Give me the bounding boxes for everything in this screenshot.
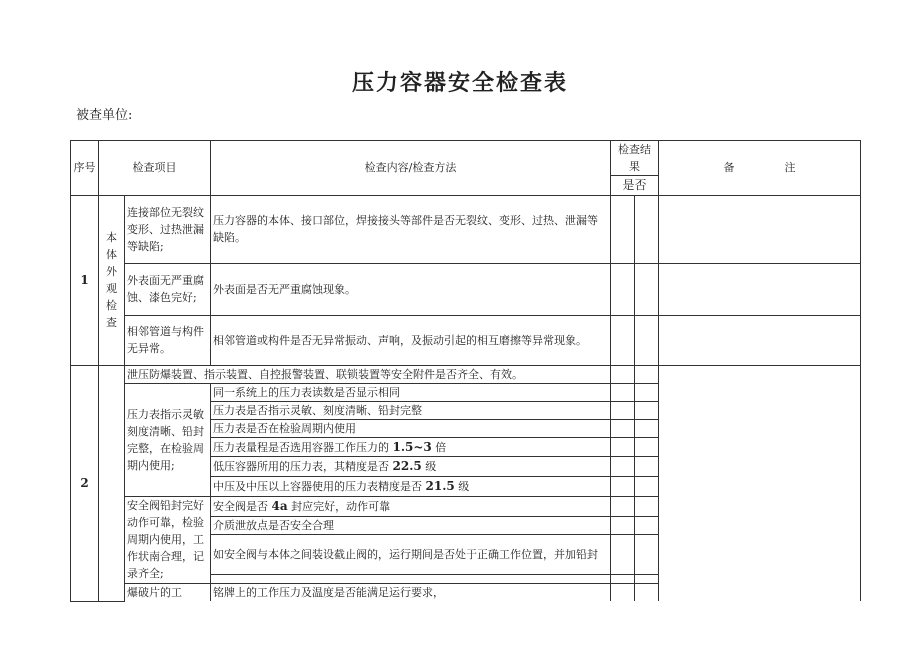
header-note-b: 注 bbox=[784, 161, 796, 175]
result-no-cell[interactable] bbox=[635, 496, 659, 516]
result-yes-cell[interactable] bbox=[611, 477, 635, 497]
header-note-a: 备 bbox=[723, 161, 735, 175]
result-no-cell[interactable] bbox=[635, 583, 659, 601]
inspected-unit-label: 被查单位: bbox=[76, 108, 133, 123]
result-no-cell[interactable] bbox=[635, 263, 659, 315]
disc-item: 爆破片的工 bbox=[125, 583, 211, 601]
gauge-range-row bbox=[211, 437, 611, 457]
result-no-cell[interactable] bbox=[635, 477, 659, 497]
section2-intro: 泄压防爆装置、指示装置、自控报警装置、联锁装置等安全附件是否齐全、有效。 bbox=[125, 365, 611, 383]
section1-content-2: 外表面是否无严重腐蚀现象。 bbox=[211, 263, 611, 315]
section1-no: 1 bbox=[71, 195, 99, 365]
header-row bbox=[71, 141, 861, 176]
result-yes-cell[interactable] bbox=[611, 583, 635, 601]
gauge-mid-unit: 级 bbox=[458, 480, 470, 494]
result-yes-cell[interactable] bbox=[611, 263, 635, 315]
disc-content: 铭牌上的工作压力及温度是否能满足运行要求， bbox=[211, 583, 611, 601]
page-title: 压力容器安全检查表 bbox=[351, 70, 568, 96]
header-yes-no: 是否 bbox=[611, 176, 659, 196]
note-cell[interactable] bbox=[659, 263, 861, 315]
section2-no: 2 bbox=[71, 365, 99, 601]
header-item: 检查项目 bbox=[99, 141, 211, 196]
result-no-cell[interactable] bbox=[635, 457, 659, 477]
result-yes-cell[interactable] bbox=[611, 401, 635, 419]
valve-value: 4a bbox=[271, 498, 288, 513]
note-cell[interactable] bbox=[659, 195, 861, 263]
gauge-low-value: 22.5 bbox=[392, 459, 422, 474]
result-yes-cell[interactable] bbox=[611, 437, 635, 457]
result-yes-cell[interactable] bbox=[611, 419, 635, 437]
gauge-mid-value: 21.5 bbox=[425, 479, 455, 494]
result-yes-cell[interactable] bbox=[611, 534, 635, 574]
result-no-cell[interactable] bbox=[635, 419, 659, 437]
gauge-range-text: 压力表量程是否选用容器工作压力的 bbox=[213, 440, 389, 454]
table-row bbox=[71, 365, 861, 383]
result-no-cell[interactable] bbox=[635, 437, 659, 457]
header-result: 检查结果 bbox=[611, 141, 659, 176]
section1-content-1: 压力容器的本体、接口部位，焊接接头等部件是否无裂纹、变形、过热、泄漏等缺陷。 bbox=[211, 195, 611, 263]
result-no-cell[interactable] bbox=[635, 195, 659, 263]
valve-text-b: 封应完好，动作可靠 bbox=[291, 499, 391, 513]
table-row bbox=[71, 263, 861, 315]
result-no-cell[interactable] bbox=[635, 383, 659, 401]
valve-row-3: 如安全阀与本体之间装设截止阀的，运行期间是否处于正确工作位置，并加铅封 bbox=[211, 534, 611, 574]
section1-content-3: 相邻管道或构件是否无异常振动、声响，及振动引起的相互磨擦等异常现象。 bbox=[211, 315, 611, 365]
result-yes-cell[interactable] bbox=[611, 195, 635, 263]
result-yes-cell[interactable] bbox=[611, 457, 635, 477]
section2-category bbox=[99, 365, 125, 601]
result-no-cell[interactable] bbox=[635, 315, 659, 365]
result-no-cell[interactable] bbox=[635, 401, 659, 419]
header-no: 序号 bbox=[71, 141, 99, 196]
gauge-mid-row bbox=[211, 477, 611, 497]
header-content: 检查内容/检查方法 bbox=[211, 141, 611, 196]
result-yes-cell[interactable] bbox=[611, 383, 635, 401]
header-note bbox=[659, 141, 861, 196]
result-yes-cell[interactable] bbox=[611, 496, 635, 516]
result-no-cell[interactable] bbox=[635, 534, 659, 574]
gauge-row-2: 压力表是否指示灵敏、刻度清晰、铅封完整 bbox=[211, 401, 611, 419]
gauge-row-3: 压力表是否在检验周期内使用 bbox=[211, 419, 611, 437]
section1-item-3: 相邻管道与构件无异常。 bbox=[125, 315, 211, 365]
result-no-cell[interactable] bbox=[635, 516, 659, 534]
result-no-cell[interactable] bbox=[635, 365, 659, 383]
result-yes-cell[interactable] bbox=[611, 315, 635, 365]
checklist-table bbox=[70, 140, 861, 602]
section1-category: 本体外观检查 bbox=[99, 195, 125, 365]
table-row bbox=[71, 315, 861, 365]
gauge-row-1: 同一系统上的压力表读数是否显示相同 bbox=[211, 383, 611, 401]
gauge-mid-text: 中压及中压以上容器使用的压力表精度是否 bbox=[213, 480, 422, 494]
note-cell[interactable] bbox=[659, 315, 861, 365]
result-yes-cell[interactable] bbox=[611, 516, 635, 534]
gauge-low-row bbox=[211, 457, 611, 477]
gauge-range-unit: 倍 bbox=[435, 440, 447, 454]
gauge-item: 压力表指示灵敏刻度清晰、铅封完整，在检验周期内使用; bbox=[125, 383, 211, 496]
valve-row-1 bbox=[211, 496, 611, 516]
gauge-range-value: 1.5~3 bbox=[392, 439, 432, 454]
valve-item: 安全阀铅封完好动作可靠，检验周期内使用，工作状南合理，记录齐全; bbox=[125, 496, 211, 583]
gauge-low-text: 低压容器所用的压力表，其精度是否 bbox=[213, 460, 389, 474]
valve-row-2: 介质泄放点是否安全合理 bbox=[211, 516, 611, 534]
valve-text-a: 安全阀是否 bbox=[213, 499, 268, 513]
section1-item-2: 外表面无严重腐蚀、漆色完好; bbox=[125, 263, 211, 315]
gauge-low-unit: 级 bbox=[425, 460, 437, 474]
table-row bbox=[71, 195, 861, 263]
note-cell[interactable] bbox=[659, 365, 861, 601]
result-yes-cell[interactable] bbox=[611, 365, 635, 383]
section1-item-1: 连接部位无裂纹变形、过热泄漏等缺陷; bbox=[125, 195, 211, 263]
